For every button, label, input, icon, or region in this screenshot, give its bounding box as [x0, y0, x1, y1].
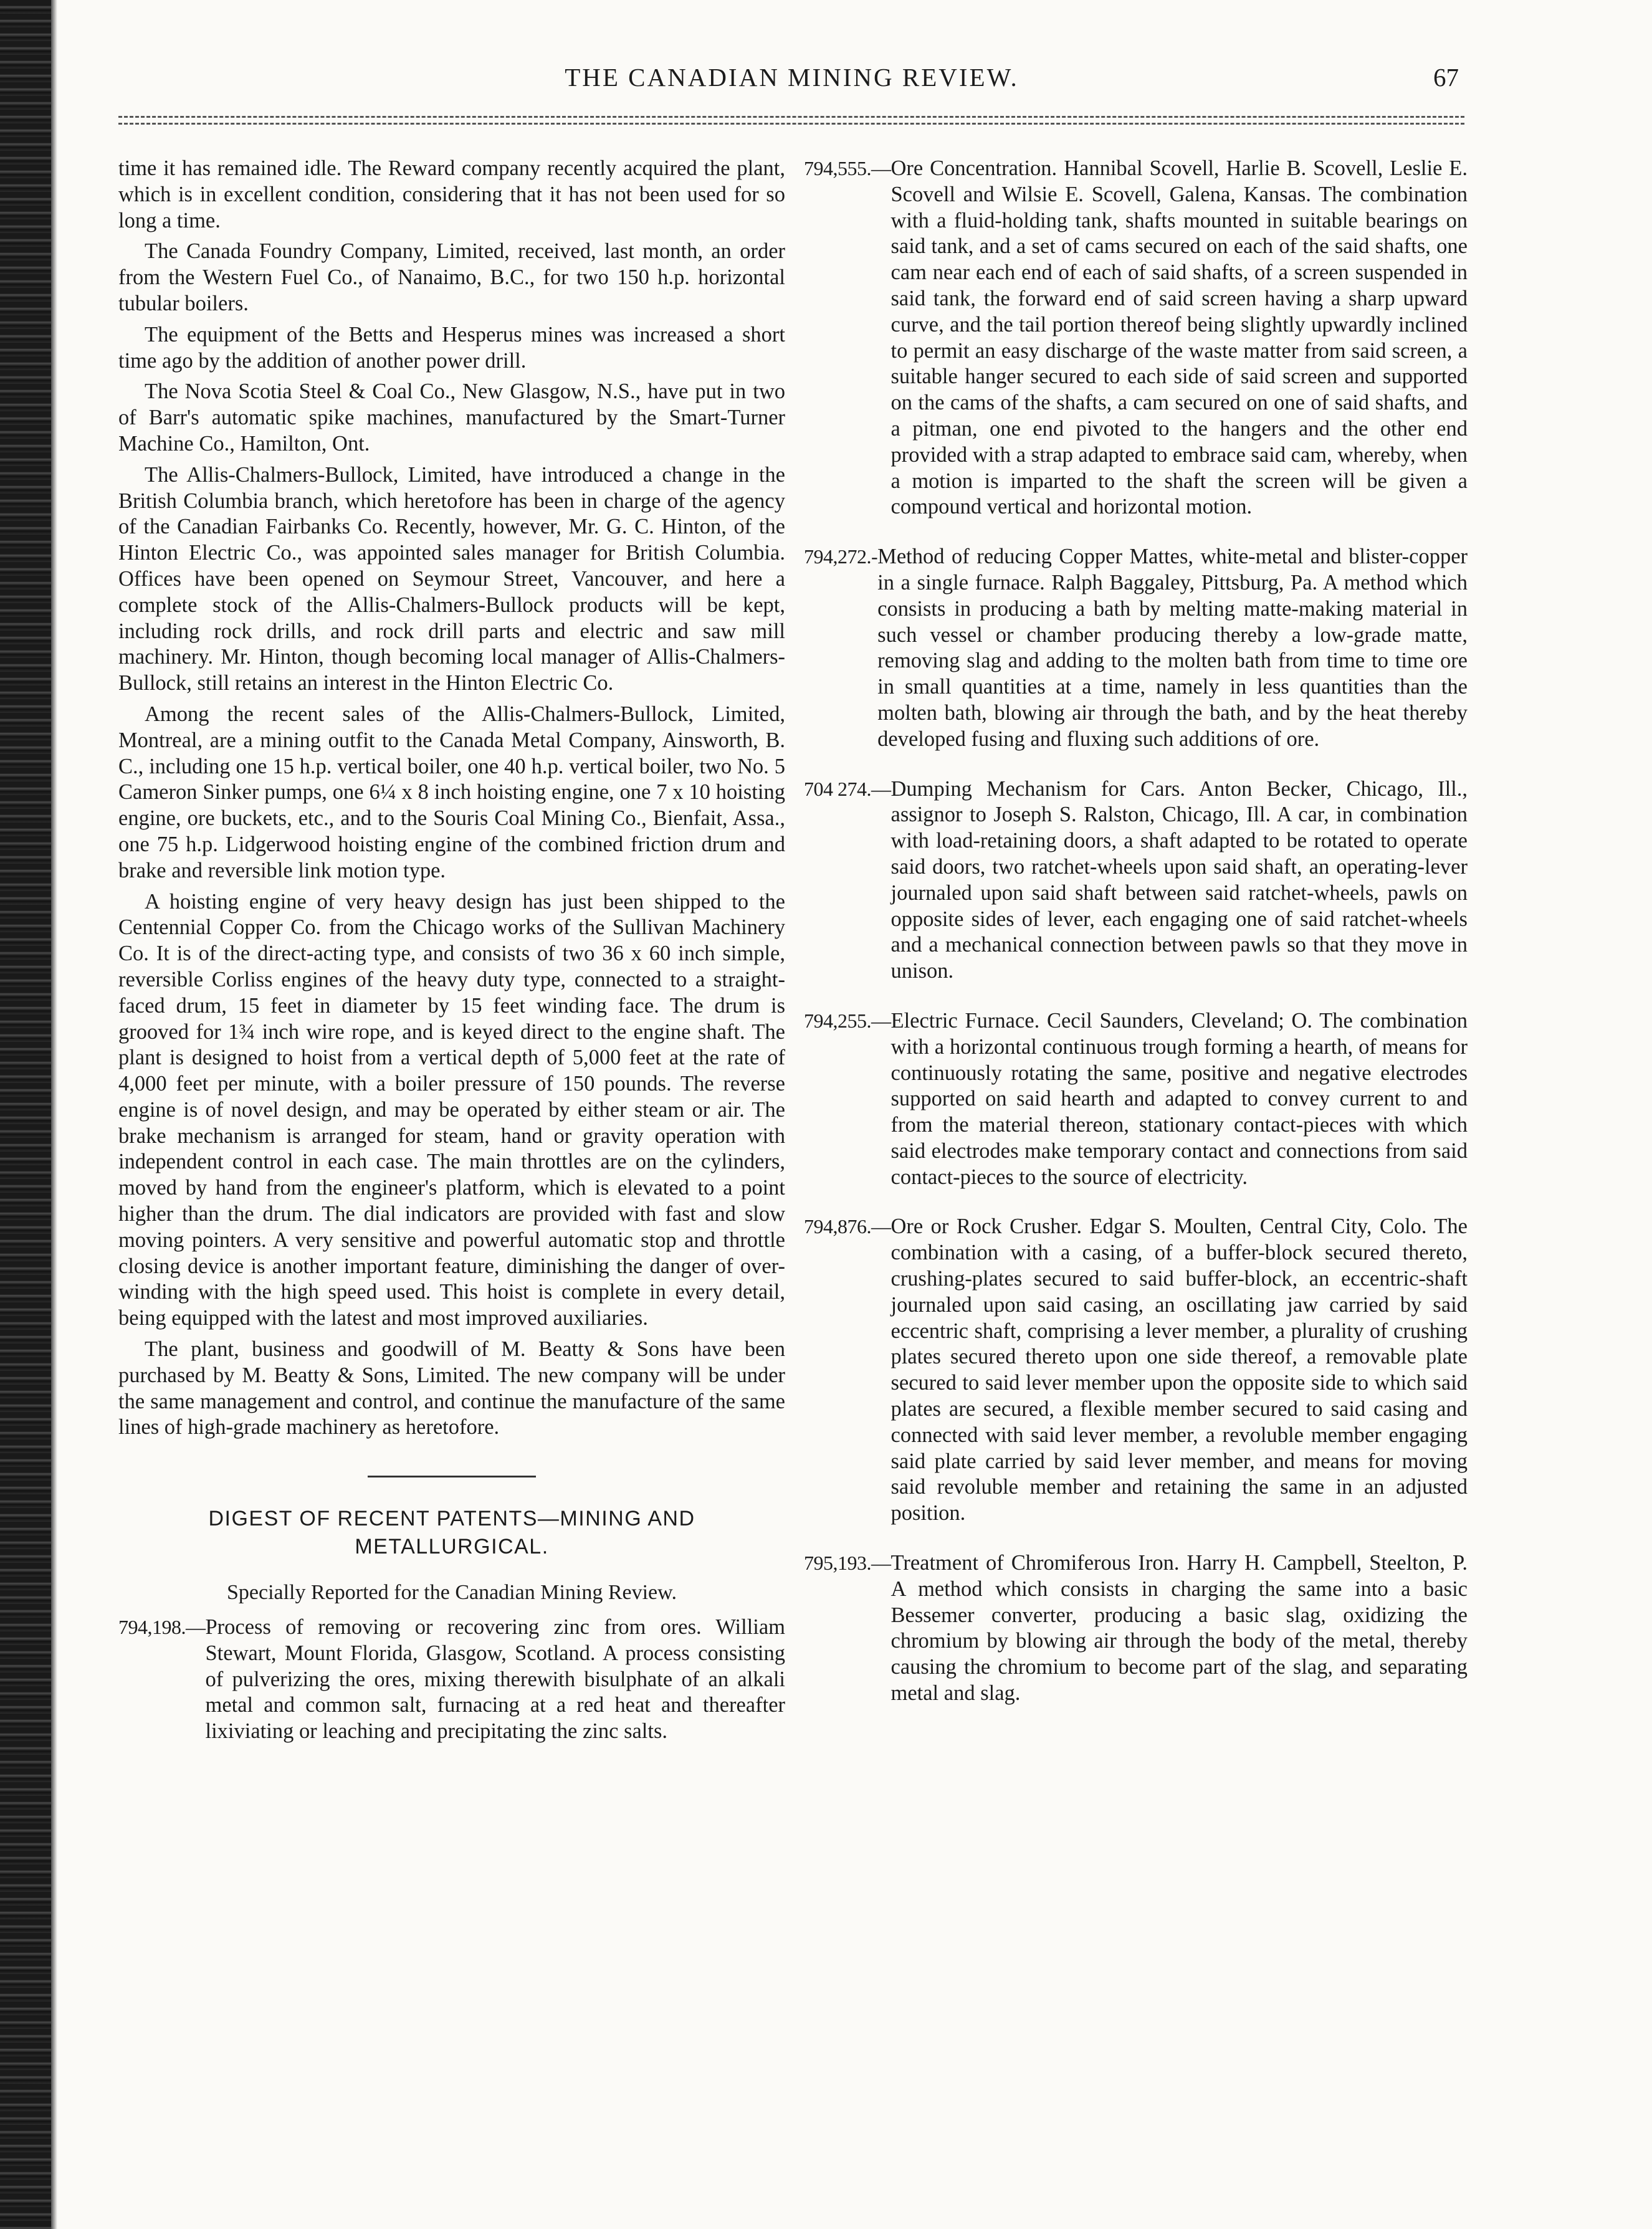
digest-subheading: Specially Reported for the Canadian Mining Review.	[226, 1581, 677, 1605]
patent-number: 794,198.—	[118, 1616, 206, 1639]
patent-entry	[804, 1550, 1468, 1707]
paragraph: time it has remained idle. The Reward company recently acquired the plant, which is in excellent condition, considering that it has not been used for so long a time.	[118, 156, 785, 232]
digest-heading-line1: DIGEST OF RECENT PATENTS—MINING AND	[208, 1507, 695, 1531]
patent-text: Ore or Rock Crusher. Edgar S. Moulten, Central City, Colo. The combination with a casing, of a buffer-block secured thereto, crushing-plates secured to said buffer-block, an eccentric-shaft journaled upon said casing, an oscillating jaw carried by said eccentric shaft, comprising a lever member, a plurality of crushing plates secured thereto upon one side thereof, a removable plate secured to said lever member upon the opposite side to which said plates are secured, a flexible member secured to said casing and connected with said lever member, a revoluble member engaging said plate carried by said lever member, and means for moving said revoluble member and retaining the same in an adjusted position.	[890, 1215, 1468, 1525]
left-column	[118, 156, 785, 1745]
header-rule-top	[118, 116, 1464, 118]
patent-entry	[804, 776, 1468, 985]
patent-entry	[118, 1615, 785, 1745]
section-divider	[368, 1476, 536, 1477]
patent-text: Dumping Mechanism for Cars. Anton Becker, Chicago, Ill., assignor to Joseph S. Ralston, Chicago, Ill. A car, in combination with load-retaining doors, a shaft adapted to be rotated to operate said doors, two ratchet-wheels upon said shaft, an operating-lever journaled upon said shaft between said ratchet-wheels, pawls on opposite sides of lever, each engaging one of said ratchet-wheels and a mechanical connection between pawls so that they move in unison.	[890, 776, 1468, 983]
patent-number: 795,193.—	[804, 1552, 891, 1575]
running-header: THE CANADIAN MINING REVIEW.	[565, 63, 1019, 92]
patent-number: 794,555.—	[804, 157, 891, 179]
paragraph: The Nova Scotia Steel & Coal Co., New Glasgow, N.S., have put in two of Barr's automatic spike machines, manufactured by the Smart-Turner Machine Co., Hamilton, Ont.	[118, 379, 785, 456]
paragraph: Among the recent sales of the Allis-Chalmers-Bullock, Limited, Montreal, are a mining outfit to the Canada Metal Company, Ainsworth, B. C., including one 15 h.p. vertical boiler, one 40 h.p. vertical boiler, two No. 5 Cameron Sinker pumps, one 6¼ x 8 inch hoisting engine, one 7 x 10 hoisting engine, ore buckets, etc., and to the Souris Coal Mining Co., Bienfait, Assa., one 75 h.p. Lidgerwood hoisting engine of the combined friction drum and brake and reversible link motion type.	[118, 702, 785, 882]
patent-number: 794,876.—	[804, 1215, 891, 1238]
patent-entry	[804, 1214, 1468, 1527]
digest-heading	[118, 1505, 785, 1561]
paragraph: The equipment of the Betts and Hesperus mines was increased a short time ago by the addition of another power drill.	[118, 322, 785, 373]
patent-text: Ore Concentration. Hannibal Scovell, Harlie B. Scovell, Leslie E. Scovell and Wilsie E. Scovell, Galena, Kansas. The combination with a fluid-holding tank, shafts mounted in suitable bearings on said tank, and a set of cams secured on each of the said shafts, one cam near each end of each of said shafts, of a screen suspended in said tank, the forward end of said screen having a sharp upward curve, and the tail portion thereof being slightly upwardly inclined to permit an easy discharge of the waste matter from said screen, a suitable hanger secured to each side of said screen and supported on the cams of the shafts, a cam secured on one of said shafts, and a pitman, one end pivoted to the hangers and the other end provided with a strap adapted to embrace said cam, whereby, when a motion is imparted to the shaft the screen will be given a compound vertical and horizontal motion.	[890, 156, 1468, 519]
patent-text: Treatment of Chromiferous Iron. Harry H. Campbell, Steelton, P. A method which consists in charging the same into a basic Bessemer converter, producing a basic slag, oxidizing the chromium by blowing air through the body of the metal, thereby causing the chromium to become part of the slag, and separating metal and slag.	[890, 1551, 1468, 1706]
patent-number: 704 274.—	[804, 777, 891, 800]
patent-text: Electric Furnace. Cecil Saunders, Cleveland; O. The combination with a horizontal continuous trough forming a hearth, of means for continuously rotating the same, positive and negative electrodes supported on said hearth and adapted to convey current to and from the material thereon, stationary contact-pieces with which said electrodes make temporary contact and connections from said contact-pieces to the source of electricity.	[890, 1008, 1468, 1189]
patent-entry	[804, 1008, 1468, 1191]
patent-text: Process of removing or recovering zinc from ores. William Stewart, Mount Florida, Glasgow, Scotland. A process consisting of pulverizing the ores, mixing therewith bisulphate of an alkali metal and common salt, furnacing at a red heat and thereafter lixiviating or leaching and precipitating the zinc salts.	[205, 1615, 785, 1744]
paragraph: The plant, business and goodwill of M. Beatty & Sons have been purchased by M. Beatty & Sons, Limited. The new company will be under the same management and control, and continue the manufacture of the same lines of high-grade machinery as heretofore.	[118, 1337, 785, 1439]
patent-number: 794,255.—	[804, 1009, 891, 1032]
paragraph: The Allis-Chalmers-Bullock, Limited, have introduced a change in the British Columbia branch, which heretofore has been in charge of the agency of the Canadian Fairbanks Co. Recently, however, Mr. G. C. Hinton, of the Hinton Electric Co., was appointed sales manager for British Columbia. Offices have been opened on Seymour Street, Vancouver, and here a complete stock of the Allis-Chalmers-Bullock products will be kept, including rock drills, and rock drill parts and electric and saw mill machinery. Mr. Hinton, though becoming local manager of Allis-Chalmers-Bullock, still retains an interest in the Hinton Electric Co.	[118, 462, 785, 695]
header-rule-bottom	[118, 123, 1464, 125]
paragraph: A hoisting engine of very heavy design has just been shipped to the Centennial Copper Co. from the Chicago works of the Sullivan Machinery Co. It is of the direct-acting type, and consists of two 36 x 60 inch simple, reversible Corliss engines of the heavy duty type, connected to a straight-faced drum, 15 feet in diameter by 15 feet winding face. The drum is grooved for 1¾ inch wire rope, and is keyed direct to the engine shaft. The plant is designed to hoist from a vertical depth of 5,000 feet at the rate of 4,000 feet per minute, with a boiler pressure of 150 pounds. The reverse engine is of novel design, and may be operated by either steam or air. The brake mechanism is arranged for steam, hand or gravity operation with independent control in each case. The main throttles are on the cylinders, moved by hand from the engineer's platform, which is elevated to a point higher than the drum. The dial indicators are provided with fast and slow moving pointers. A very sensitive and powerful automatic stop and throttle closing device is another important feature, diminishing the danger of over-winding with the high speed used. This hoist is complete in every detail, being equipped with the latest and most improved auxiliaries.	[118, 889, 785, 1330]
patent-text: Method of reducing Copper Mattes, white-metal and blister-copper in a single furnace. Ralph Baggaley, Pittsburg, Pa. A method which consists in producing a bath by melting matte-making material in such vessel or chamber producing thereby a low-grade matte, removing slag and adding to the molten bath from time to time ore in small quantities at a time, namely in less quantities than the molten bath, blowing air through the bath, and by the heat thereby developed fusing and fluxing such additions of ore.	[877, 545, 1468, 751]
patent-entry	[804, 544, 1468, 752]
page-number: 67	[1433, 63, 1459, 92]
book-binding-edge	[0, 0, 51, 2229]
paragraph: The Canada Foundry Company, Limited, received, last month, an order from the Western Fuel Co., of Nanaimo, B.C., for two 150 h.p. horizontal tubular boilers.	[118, 239, 785, 315]
digest-heading-line2: METALLURGICAL.	[355, 1535, 549, 1559]
patent-entry	[804, 156, 1468, 520]
right-column	[804, 156, 1468, 1730]
binding-shadow	[51, 0, 57, 2229]
patent-number: 794,272.-	[804, 545, 878, 568]
